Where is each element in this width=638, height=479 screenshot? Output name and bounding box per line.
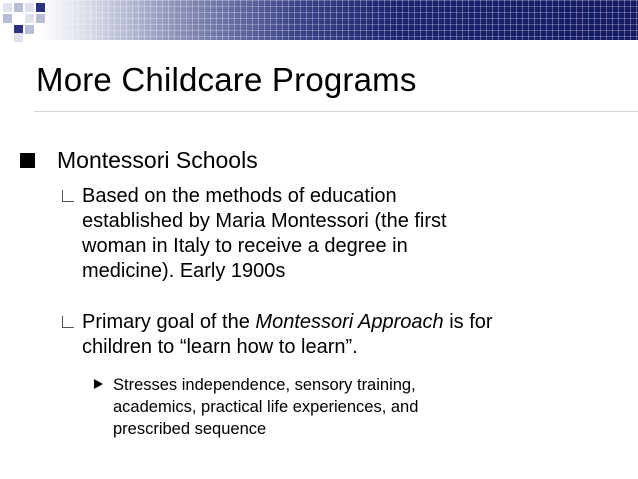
decor-square	[3, 3, 12, 12]
bullet-montessori-schools	[20, 147, 258, 174]
hollow-corner-bullet-icon	[62, 190, 74, 202]
decor-square	[14, 33, 23, 42]
sub-bullet-text	[82, 310, 493, 360]
goal-suffix: is for children to “learn how to learn”.	[82, 311, 493, 358]
sub-sub-bullet-stresses	[94, 374, 418, 440]
hollow-corner-bullet-icon	[62, 316, 74, 328]
decor-square	[3, 14, 12, 23]
square-bullet-icon	[20, 153, 35, 168]
slide-title: More Childcare Programs	[36, 61, 417, 98]
corner-squares-decoration	[0, 0, 60, 44]
sub-sub-bullet-text: Stresses independence, sensory training, academics, practical life experiences, and prescribed sequence	[113, 376, 419, 438]
header-grid-pattern	[0, 0, 638, 40]
goal-emphasis: Montessori Approach	[255, 311, 444, 333]
decor-square	[14, 3, 23, 12]
title-divider	[34, 111, 638, 112]
decor-square	[36, 14, 45, 23]
triangle-bullet-icon	[94, 379, 103, 389]
sub-bullet-history	[62, 184, 622, 284]
sub-bullet-goal	[62, 310, 622, 360]
sub-bullet-text: Based on the methods of education established by Maria Montessori (the first woman in Italy to receive a degree in medicine). Early 1900s	[82, 185, 447, 282]
header-gradient-band	[0, 0, 638, 40]
goal-prefix: Primary goal of the	[82, 311, 256, 333]
bullet-text: Montessori Schools	[57, 147, 258, 173]
decor-square	[25, 14, 34, 23]
decor-square	[36, 3, 45, 12]
decor-square	[25, 25, 34, 34]
decor-square	[25, 3, 34, 12]
